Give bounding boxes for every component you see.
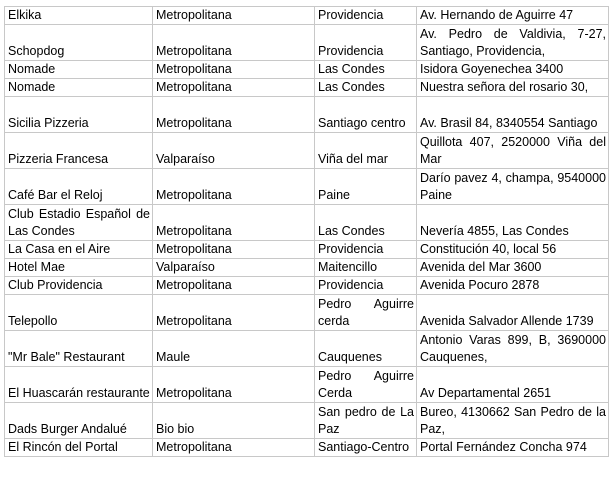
table-row	[5, 277, 609, 295]
region-cell: Metropolitana	[153, 277, 315, 295]
region-cell: Valparaíso	[153, 133, 315, 169]
name-cell: Café Bar el Reloj	[5, 169, 153, 205]
comuna-cell: Pedro Aguirre cerda	[315, 295, 417, 331]
address-cell: Antonio Varas 899, B, 3690000 Cauquenes,	[417, 331, 609, 367]
region-cell: Bio bio	[153, 403, 315, 439]
address-cell: Nevería 4855, Las Condes	[417, 205, 609, 241]
comuna-cell: Paine	[315, 169, 417, 205]
address-cell: Darío pavez 4, champa, 9540000 Paine	[417, 169, 609, 205]
address-cell: Bureo, 4130662 San Pedro de la Paz,	[417, 403, 609, 439]
region-cell: Valparaíso	[153, 259, 315, 277]
table-row	[5, 439, 609, 457]
places-table-body	[5, 7, 609, 457]
comuna-cell: Providencia	[315, 241, 417, 259]
address-cell: Av. Brasil 84, 8340554 Santiago	[417, 97, 609, 133]
address-cell: Av. Pedro de Valdivia, 7-27, Santiago, Providencia,	[417, 25, 609, 61]
table-row	[5, 97, 609, 133]
comuna-cell: Viña del mar	[315, 133, 417, 169]
region-cell: Metropolitana	[153, 205, 315, 241]
region-cell: Maule	[153, 331, 315, 367]
name-cell: Schopdog	[5, 25, 153, 61]
table-row	[5, 331, 609, 367]
comuna-cell: Santiago-Centro	[315, 439, 417, 457]
name-cell: Telepollo	[5, 295, 153, 331]
name-cell: Nomade	[5, 61, 153, 79]
region-cell: Metropolitana	[153, 367, 315, 403]
comuna-cell: Providencia	[315, 277, 417, 295]
region-cell: Metropolitana	[153, 169, 315, 205]
table-row	[5, 259, 609, 277]
table-row	[5, 241, 609, 259]
region-cell: Metropolitana	[153, 295, 315, 331]
name-cell: Club Providencia	[5, 277, 153, 295]
table-row	[5, 367, 609, 403]
address-cell: Av Departamental 2651	[417, 367, 609, 403]
name-cell: El Huascarán restaurante	[5, 367, 153, 403]
table-row	[5, 7, 609, 25]
region-cell: Metropolitana	[153, 7, 315, 25]
comuna-cell: Santiago centro	[315, 97, 417, 133]
comuna-cell: Cauquenes	[315, 331, 417, 367]
address-cell: Nuestra señora del rosario 30,	[417, 79, 609, 97]
address-cell: Quillota 407, 2520000 Viña del Mar	[417, 133, 609, 169]
name-cell: Hotel Mae	[5, 259, 153, 277]
table-row	[5, 295, 609, 331]
table-row	[5, 25, 609, 61]
name-cell: Elkika	[5, 7, 153, 25]
region-cell: Metropolitana	[153, 97, 315, 133]
region-cell: Metropolitana	[153, 439, 315, 457]
table-row	[5, 169, 609, 205]
table-row	[5, 61, 609, 79]
name-cell: La Casa en el Aire	[5, 241, 153, 259]
name-cell: El Rincón del Portal	[5, 439, 153, 457]
comuna-cell: Las Condes	[315, 205, 417, 241]
comuna-cell: Pedro Aguirre Cerda	[315, 367, 417, 403]
address-cell: Avenida del Mar 3600	[417, 259, 609, 277]
comuna-cell: San pedro de La Paz	[315, 403, 417, 439]
address-cell: Avenida Pocuro 2878	[417, 277, 609, 295]
places-table	[4, 6, 609, 457]
address-cell: Constitución 40, local 56	[417, 241, 609, 259]
address-cell: Isidora Goyenechea 3400	[417, 61, 609, 79]
name-cell: Club Estadio Español de Las Condes	[5, 205, 153, 241]
address-cell: Av. Hernando de Aguirre 47	[417, 7, 609, 25]
region-cell: Metropolitana	[153, 241, 315, 259]
name-cell: Sicilia Pizzeria	[5, 97, 153, 133]
table-row	[5, 133, 609, 169]
comuna-cell: Las Condes	[315, 61, 417, 79]
name-cell: Dads Burger Andalué	[5, 403, 153, 439]
address-cell: Avenida Salvador Allende 1739	[417, 295, 609, 331]
comuna-cell: Maitencillo	[315, 259, 417, 277]
table-row	[5, 79, 609, 97]
region-cell: Metropolitana	[153, 79, 315, 97]
region-cell: Metropolitana	[153, 25, 315, 61]
address-cell: Portal Fernández Concha 974	[417, 439, 609, 457]
comuna-cell: Providencia	[315, 25, 417, 61]
name-cell: "Mr Bale" Restaurant	[5, 331, 153, 367]
name-cell: Pizzeria Francesa	[5, 133, 153, 169]
region-cell: Metropolitana	[153, 61, 315, 79]
comuna-cell: Las Condes	[315, 79, 417, 97]
comuna-cell: Providencia	[315, 7, 417, 25]
table-row	[5, 205, 609, 241]
table-row	[5, 403, 609, 439]
name-cell: Nomade	[5, 79, 153, 97]
